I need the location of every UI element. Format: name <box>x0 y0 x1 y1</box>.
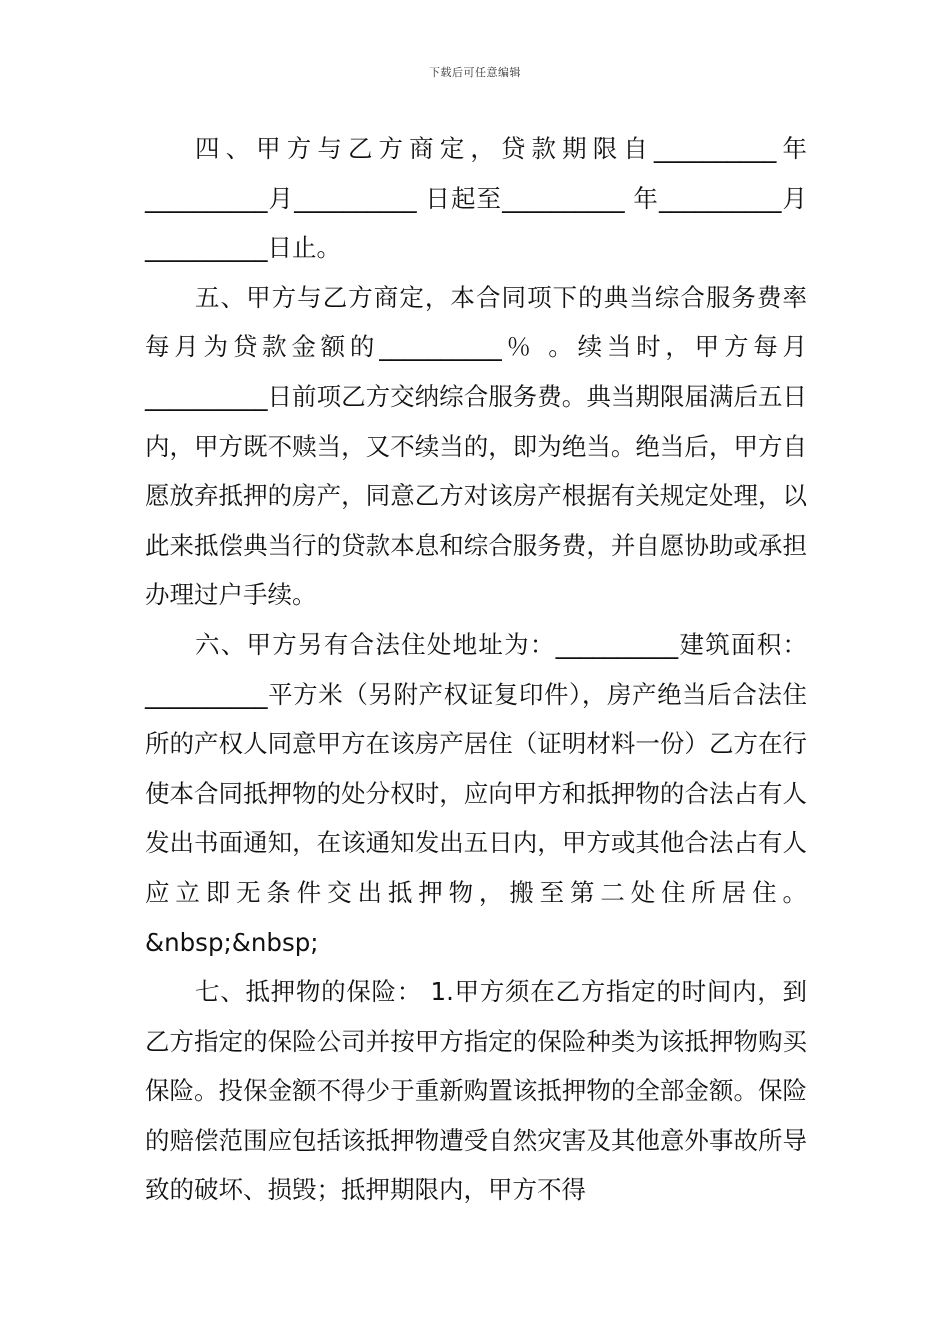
clause-5-paragraph: 五、甲方与乙方商定，本合同项下的典当综合服务费率每月为贷款金额的__________％ 。续当时，甲方每月__________日前项乙方交纳综合服务费。典当期限届满后五日内，甲方既不赎当，又不续当的，即为绝当。绝当后，甲方自愿放弃抵押的房产，同意乙方对该房产根据有关规定处理，以此来抵偿典当行的贷款本息和综合服务费，并自愿协助或承担办理过户手续。 <box>145 282 807 610</box>
clause-6-paragraph: 六、甲方另有合法住处地址为：__________建筑面积：__________平方米（另附产权证复印件），房产绝当后合法住所的产权人同意甲方在该房产居住（证明材料一份）乙方在行使本合同抵押物的处分权时，应向甲方和抵押物的合法占有人发出书面通知，在该通知发出五日内，甲方或其他合法占有人应立即无条件交出抵押物，搬至第二处住所居住。&nbsp;&nbsp; <box>145 629 807 957</box>
page-header-note: 下载后可任意编辑 <box>429 66 521 79</box>
clause-7-paragraph: 七、抵押物的保险： 1.甲方须在乙方指定的时间内，到乙方指定的保险公司并按甲方指定的保险种类为该抵押物购买保险。投保金额不得少于重新购置该抵押物的全部金额。保险的赔偿范围应包括该抵押物遭受自然灾害及其他意外事故所导致的破坏、损毁；抵押期限内，甲方不得 <box>145 977 807 1205</box>
clause-4-paragraph: 四、甲方与乙方商定，贷款期限自__________年__________月__________ 日起至__________ 年__________月__________日止。 <box>145 134 807 263</box>
document-body <box>145 124 807 1215</box>
